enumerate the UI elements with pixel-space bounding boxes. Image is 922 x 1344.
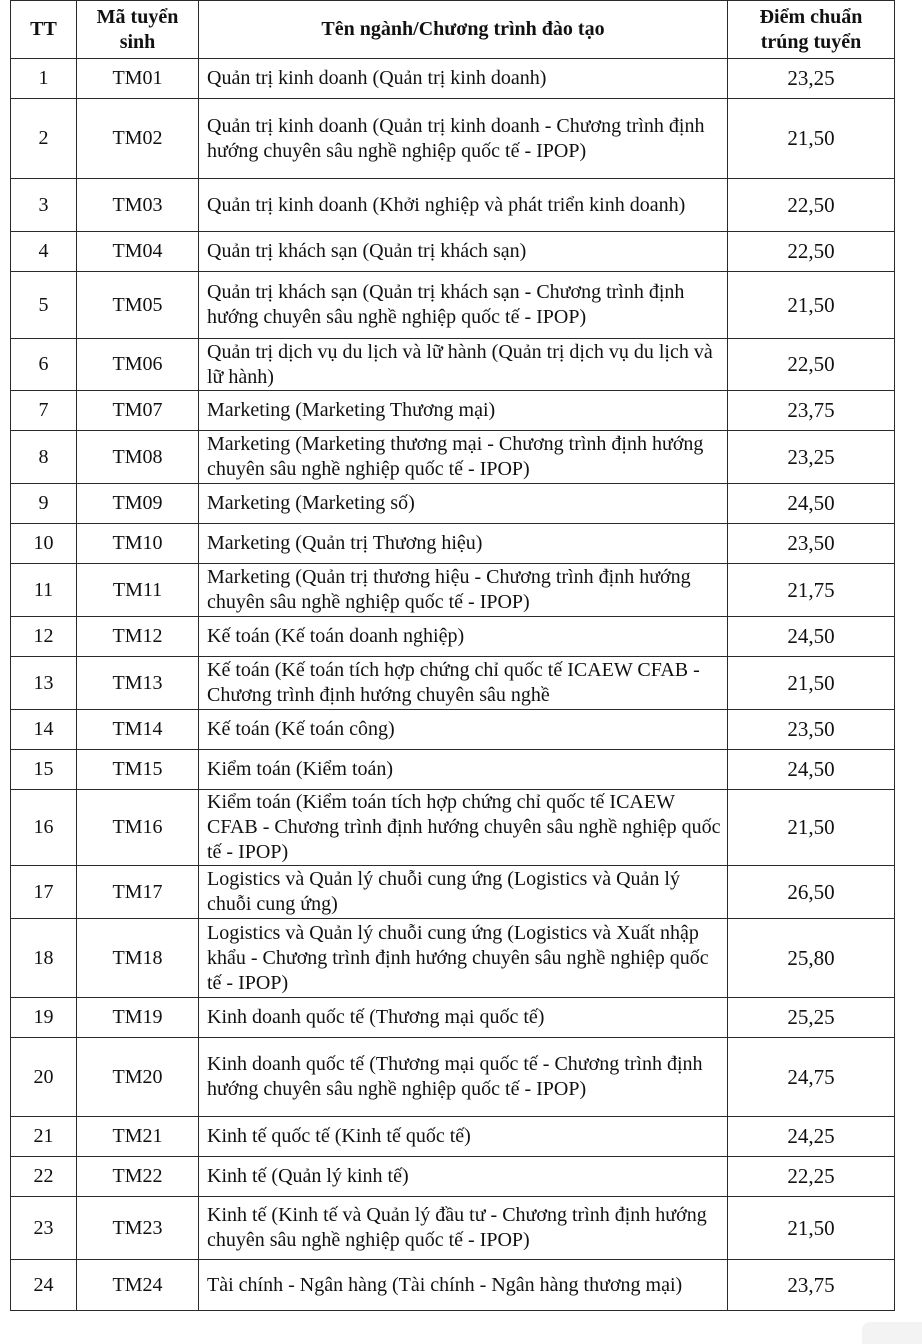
program-name: Kinh doanh quốc tế (Thương mại quốc tế) bbox=[199, 998, 728, 1038]
row-number: 24 bbox=[11, 1260, 77, 1311]
row-number: 10 bbox=[11, 524, 77, 564]
cutoff-score: 25,25 bbox=[728, 998, 895, 1038]
cutoff-score: 24,25 bbox=[728, 1117, 895, 1157]
program-code: TM17 bbox=[77, 866, 199, 919]
program-name: Marketing (Marketing Thương mại) bbox=[199, 391, 728, 431]
program-code: TM03 bbox=[77, 179, 199, 232]
cutoff-score: 22,50 bbox=[728, 232, 895, 272]
row-number: 2 bbox=[11, 99, 77, 179]
cutoff-score: 21,50 bbox=[728, 1197, 895, 1260]
row-number: 7 bbox=[11, 391, 77, 431]
program-name: Marketing (Marketing số) bbox=[199, 484, 728, 524]
table-row bbox=[11, 1260, 895, 1311]
program-code: TM10 bbox=[77, 524, 199, 564]
program-name: Quản trị dịch vụ du lịch và lữ hành (Quản trị dịch vụ du lịch và lữ hành) bbox=[199, 339, 728, 391]
table-row bbox=[11, 59, 895, 99]
program-code: TM12 bbox=[77, 617, 199, 657]
header-code-line2: sinh bbox=[119, 30, 156, 53]
program-code: TM04 bbox=[77, 232, 199, 272]
program-name: Kiểm toán (Kiểm toán tích hợp chứng chỉ quốc tế ICAEW CFAB - Chương trình định hướng chuyên sâu nghề nghiệp quốc tế - IPOP) bbox=[199, 790, 728, 866]
cutoff-score: 23,50 bbox=[728, 710, 895, 750]
program-name: Kiểm toán (Kiểm toán) bbox=[199, 750, 728, 790]
program-name: Quản trị khách sạn (Quản trị khách sạn - Chương trình định hướng chuyên sâu nghề nghiệp quốc tế - IPOP) bbox=[199, 272, 728, 339]
row-number: 12 bbox=[11, 617, 77, 657]
program-code: TM16 bbox=[77, 790, 199, 866]
cutoff-score: 21,50 bbox=[728, 790, 895, 866]
program-code: TM07 bbox=[77, 391, 199, 431]
table-row bbox=[11, 272, 895, 339]
header-code bbox=[77, 1, 199, 59]
row-number: 23 bbox=[11, 1197, 77, 1260]
table-row bbox=[11, 657, 895, 710]
header-name: Tên ngành/Chương trình đào tạo bbox=[199, 1, 728, 59]
program-code: TM05 bbox=[77, 272, 199, 339]
cutoff-score: 21,50 bbox=[728, 272, 895, 339]
row-number: 5 bbox=[11, 272, 77, 339]
program-code: TM14 bbox=[77, 710, 199, 750]
cutoff-score: 22,50 bbox=[728, 339, 895, 391]
table-row bbox=[11, 564, 895, 617]
header-code-line1: Mã tuyển bbox=[96, 5, 179, 28]
program-code: TM09 bbox=[77, 484, 199, 524]
program-name: Marketing (Marketing thương mại - Chương trình định hướng chuyên sâu nghề nghiệp quốc tế - IPOP) bbox=[199, 431, 728, 484]
row-number: 9 bbox=[11, 484, 77, 524]
program-code: TM19 bbox=[77, 998, 199, 1038]
table-row bbox=[11, 232, 895, 272]
header-score bbox=[728, 1, 895, 59]
program-name: Kế toán (Kế toán doanh nghiệp) bbox=[199, 617, 728, 657]
table-row bbox=[11, 391, 895, 431]
cutoff-score: 24,75 bbox=[728, 1038, 895, 1117]
cutoff-score: 21,75 bbox=[728, 564, 895, 617]
table-body bbox=[11, 59, 895, 1311]
cutoff-score: 22,25 bbox=[728, 1157, 895, 1197]
program-name: Kinh tế quốc tế (Kinh tế quốc tế) bbox=[199, 1117, 728, 1157]
row-number: 11 bbox=[11, 564, 77, 617]
row-number: 8 bbox=[11, 431, 77, 484]
program-name: Kinh tế (Quản lý kinh tế) bbox=[199, 1157, 728, 1197]
table-row bbox=[11, 431, 895, 484]
row-number: 15 bbox=[11, 750, 77, 790]
table-row bbox=[11, 790, 895, 866]
corner-overlay bbox=[862, 1322, 922, 1344]
header-score-line1: Điểm chuẩn bbox=[759, 5, 863, 28]
row-number: 6 bbox=[11, 339, 77, 391]
row-number: 1 bbox=[11, 59, 77, 99]
cutoff-score: 23,50 bbox=[728, 524, 895, 564]
admission-scores-table bbox=[10, 0, 895, 1311]
program-name: Quản trị kinh doanh (Khởi nghiệp và phát triển kinh doanh) bbox=[199, 179, 728, 232]
table-row bbox=[11, 99, 895, 179]
cutoff-score: 21,50 bbox=[728, 99, 895, 179]
program-code: TM11 bbox=[77, 564, 199, 617]
table-row bbox=[11, 1038, 895, 1117]
row-number: 3 bbox=[11, 179, 77, 232]
program-code: TM15 bbox=[77, 750, 199, 790]
header-score-line2: trúng tuyển bbox=[760, 30, 862, 53]
program-code: TM02 bbox=[77, 99, 199, 179]
program-name: Logistics và Quản lý chuỗi cung ứng (Logistics và Xuất nhập khẩu - Chương trình định hướng chuyên sâu nghề nghiệp quốc tế - IPOP) bbox=[199, 919, 728, 998]
program-name: Kinh doanh quốc tế (Thương mại quốc tế - Chương trình định hướng chuyên sâu nghề nghiệp quốc tế - IPOP) bbox=[199, 1038, 728, 1117]
table-row bbox=[11, 1197, 895, 1260]
table-row bbox=[11, 179, 895, 232]
table-row bbox=[11, 866, 895, 919]
program-code: TM01 bbox=[77, 59, 199, 99]
table-row bbox=[11, 617, 895, 657]
row-number: 17 bbox=[11, 866, 77, 919]
cutoff-score: 24,50 bbox=[728, 484, 895, 524]
header-tt: TT bbox=[11, 1, 77, 59]
row-number: 19 bbox=[11, 998, 77, 1038]
row-number: 18 bbox=[11, 919, 77, 998]
program-name: Marketing (Quản trị Thương hiệu) bbox=[199, 524, 728, 564]
program-code: TM23 bbox=[77, 1197, 199, 1260]
cutoff-score: 23,25 bbox=[728, 59, 895, 99]
program-code: TM21 bbox=[77, 1117, 199, 1157]
row-number: 16 bbox=[11, 790, 77, 866]
program-name: Quản trị kinh doanh (Quản trị kinh doanh) bbox=[199, 59, 728, 99]
program-name: Quản trị kinh doanh (Quản trị kinh doanh - Chương trình định hướng chuyên sâu nghề nghiệp quốc tế - IPOP) bbox=[199, 99, 728, 179]
program-code: TM08 bbox=[77, 431, 199, 484]
program-code: TM20 bbox=[77, 1038, 199, 1117]
cutoff-score: 22,50 bbox=[728, 179, 895, 232]
table-row bbox=[11, 750, 895, 790]
cutoff-score: 24,50 bbox=[728, 617, 895, 657]
table-header-row bbox=[11, 1, 895, 59]
program-name: Kinh tế (Kinh tế và Quản lý đầu tư - Chương trình định hướng chuyên sâu nghề nghiệp quốc tế - IPOP) bbox=[199, 1197, 728, 1260]
cutoff-score: 25,80 bbox=[728, 919, 895, 998]
program-name: Kế toán (Kế toán công) bbox=[199, 710, 728, 750]
program-name: Quản trị khách sạn (Quản trị khách sạn) bbox=[199, 232, 728, 272]
row-number: 20 bbox=[11, 1038, 77, 1117]
program-code: TM18 bbox=[77, 919, 199, 998]
row-number: 14 bbox=[11, 710, 77, 750]
program-name: Marketing (Quản trị thương hiệu - Chương trình định hướng chuyên sâu nghề nghiệp quốc tế - IPOP) bbox=[199, 564, 728, 617]
program-name: Tài chính - Ngân hàng (Tài chính - Ngân hàng thương mại) bbox=[199, 1260, 728, 1311]
row-number: 22 bbox=[11, 1157, 77, 1197]
row-number: 21 bbox=[11, 1117, 77, 1157]
program-code: TM06 bbox=[77, 339, 199, 391]
cutoff-score: 23,25 bbox=[728, 431, 895, 484]
program-code: TM22 bbox=[77, 1157, 199, 1197]
cutoff-score: 24,50 bbox=[728, 750, 895, 790]
cutoff-score: 21,50 bbox=[728, 657, 895, 710]
program-name: Logistics và Quản lý chuỗi cung ứng (Logistics và Quản lý chuỗi cung ứng) bbox=[199, 866, 728, 919]
table-row bbox=[11, 998, 895, 1038]
table-row bbox=[11, 919, 895, 998]
cutoff-score: 26,50 bbox=[728, 866, 895, 919]
program-code: TM24 bbox=[77, 1260, 199, 1311]
table-row bbox=[11, 710, 895, 750]
cutoff-score: 23,75 bbox=[728, 391, 895, 431]
table-row bbox=[11, 1117, 895, 1157]
table-row bbox=[11, 339, 895, 391]
table-row bbox=[11, 484, 895, 524]
table-row bbox=[11, 524, 895, 564]
program-name: Kế toán (Kế toán tích hợp chứng chỉ quốc tế ICAEW CFAB - Chương trình định hướng chuyên sâu nghề bbox=[199, 657, 728, 710]
program-code: TM13 bbox=[77, 657, 199, 710]
row-number: 13 bbox=[11, 657, 77, 710]
cutoff-score: 23,75 bbox=[728, 1260, 895, 1311]
table-row bbox=[11, 1157, 895, 1197]
row-number: 4 bbox=[11, 232, 77, 272]
